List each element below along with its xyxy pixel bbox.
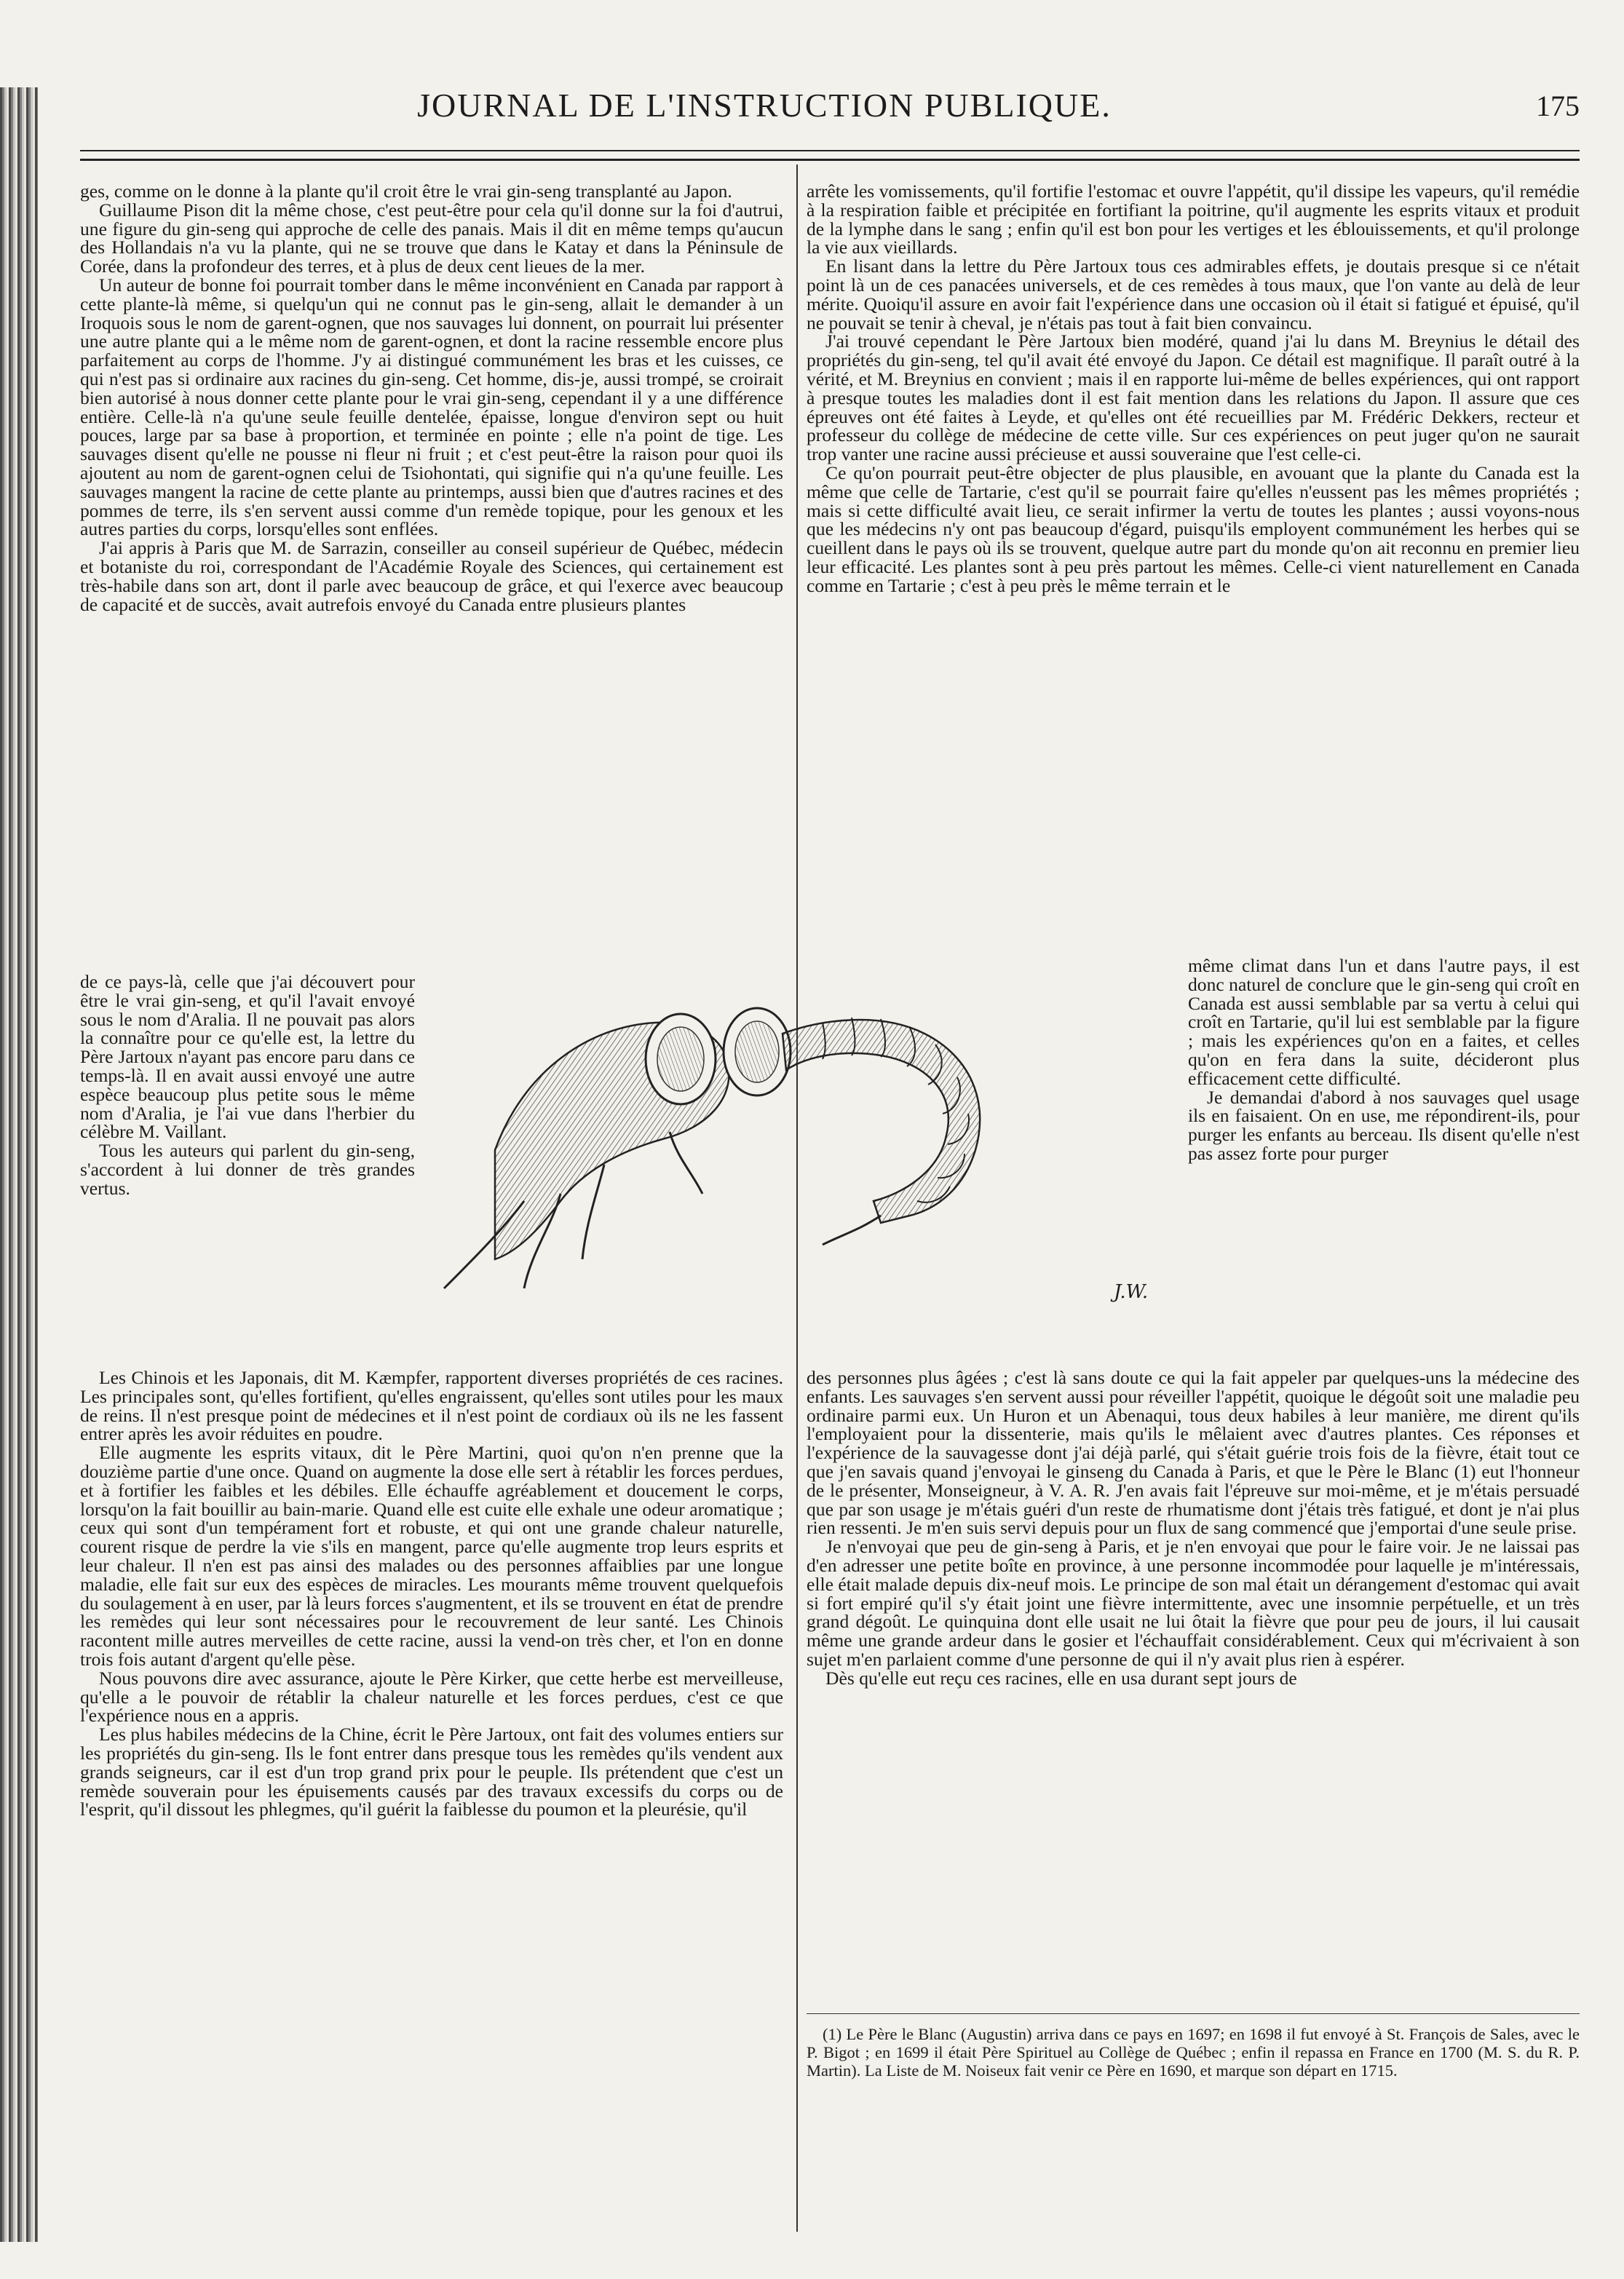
right-column-bottom bbox=[807, 1368, 1580, 1951]
right-column-top bbox=[807, 182, 1580, 954]
page-binding-edge bbox=[0, 87, 38, 2242]
paragraph: des personnes plus âgées ; c'est là sans doute ce qui la fait appeler par quelques-uns la médecine des enfants. Les sauvages s'en servent aussi pour réveiller l'appétit, quoique le dégoût soit une maladie peu ordinaire parmi eux. Un Huron et un Abenaqui, tous deux habiles à leur manière, me dirent qu'ils l'employaient pour la dissenterie, mais qu'ils le mêlaient avec d'autres plantes. Ces réponses et l'expérience de la sauvagesse dont j'ai déjà parlé, qui s'était guérie trois fois de la fièvre, était tout ce que j'en savais quand j'envoyai le ginseng du Canada à Paris, et que le Père le Blanc (1) eut l'honneur de le présenter, Monseigneur, à V. A. R. J'en avais fait l'épreuve sur moi-même, et je m'étais persuadé que par son usage je m'étais guéri d'un reste de rhumatisme dont j'étais très fatigué, et dont je n'ai plus rien ressenti. Je m'en suis servi depuis pour un flux de sang commencé que j'emportai d'une seule prise. bbox=[807, 1368, 1580, 1539]
footnote bbox=[807, 2025, 1580, 2171]
paragraph: ges, comme on le donne à la plante qu'il croit être le vrai gin-seng transplanté au Japon. bbox=[80, 182, 732, 202]
paragraph: même climat dans l'un et dans l'autre pays, il est donc naturel de conclure que le gin-seng qui croît en Canada est aussi semblable par sa vertu à celui qui croît en Tartarie, qu'il lui est semblable par la figure ; mais les expériences qu'on en a faites, et celles qu'on en fera dans la suite, décideront plus efficacement cette difficulté. bbox=[1188, 956, 1580, 1089]
artist-signature: J.W. bbox=[1114, 1281, 1149, 1303]
paragraph: J'ai trouvé cependant le Père Jartoux bien modéré, quand j'ai lu dans M. Breynius le détail des propriétés du gin-seng, tel qu'il avait été envoyé du Japon. Ce détail est magnifique. Il paraît outré à la vérité, et M. Breynius en convient ; mais il en rapporte lui-même de belles expériences, qui ont rapport à presque toutes les maladies dont il est fait mention dans les relations du Japon. Il assure que ces épreuves ont été faites à Leyde, et qu'elles ont été recueillies par M. Frédéric Dekkers, recteur et professeur du collège de médecine de cette ville. Sur ces expériences on peut juger qu'on ne saurait trop vanter une racine aussi précieuse et aussi souveraine que l'est celle-ci. bbox=[807, 330, 1580, 465]
page-header bbox=[80, 86, 1580, 137]
right-column-beside-figure bbox=[1188, 956, 1580, 1389]
paragraph: Dès qu'elle eut reçu ces racines, elle en usa durant sept jours de bbox=[825, 1667, 1297, 1689]
left-column-top bbox=[80, 182, 783, 961]
root-neck-segments bbox=[783, 1020, 980, 1223]
footnote-rule bbox=[807, 2013, 1580, 2014]
journal-title: JOURNAL DE L'INSTRUCTION PUBLIQUE. bbox=[417, 87, 1112, 124]
paragraph: Guillaume Pison dit la même chose, c'est peut-être pour cela qu'il donne sur la foi d'autrui, une figure du gin-seng qui approche de celle des panais. Mais il dit en même temps qu'aucun des Hollandais n'a vu la plante, qui ne se trouve que dans le Katay et dans la Péninsule de Corée, dans la profondeur des terres, et à plus de deux cent lieues de la mer. bbox=[80, 199, 783, 277]
paragraph: de ce pays-là, celle que j'ai découvert pour être le vrai gin-seng, et qu'il l'avait envoyé sous le nom d'Aralia. Il ne pouvait pas alors la connaître pour ce qu'elle est, la lettre du Père Jartoux n'ayant pas encore paru dans ce temps-là. Il en avait aussi envoyé une autre espèce beaucoup plus petite sous le même nom d'Aralia, je l'ai vue dans l'herbier du célèbre M. Vaillant. bbox=[80, 972, 415, 1143]
header-rule-thin bbox=[80, 150, 1580, 151]
header-rule-thick bbox=[80, 159, 1580, 161]
paragraph: En lisant dans la lettre du Père Jartoux tous ces admirables effets, je doutais presque si ce n'était point là un de ces panacées universels, et de ces remèdes à tous maux, que l'on vante au delà de leur mérite. Quoiqu'il assure en avoir fait l'expérience dans une occasion où il était si fatigué et épuisé, qu'il ne pouvait se tenir à cheval, je n'étais pas tout à fait bien convaincu. bbox=[807, 255, 1580, 333]
left-column-beside-figure bbox=[80, 972, 415, 1387]
paragraph: Un auteur de bonne foi pourrait tomber dans le même inconvénient en Canada par rapport à cette plante-là même, si quelqu'un qui ne connut pas le gin-seng, allait le demander à un Iroquois sous le nom de garent-ognen, que nos sauvages lui donnent, on pourrait lui présenter une autre plante qui a le même nom de garent-ognen, et dont la racine ressemble encore plus parfaitement au corps de l'homme. J'y ai distingué communément les bras et les cuisses, ce qui n'est pas si ordinaire aux racines du gin-seng. Cet homme, dis-je, aussi trompé, se croirait bien autorisé à nous donner cette plante pour le vrai gin-seng, cependant il y a une différence entière. Celle-là n'a qu'une seule feuille dentelée, épaisse, longue d'environ sept ou huit pouces, large par sa base à proportion, et terminée en pointe ; elle n'a point de tige. Les sauvages disent qu'elle ne pousse ni fleur ni fruit ; et c'est peut-être la raison pour quoi ils ajoutent au nom de garent-ognen celui de Tsiohontati, qui signifie qui n'a qu'une feuille. Les sauvages mangent la racine de cette plante au printemps, aussi bien que d'autres racines et des pommes de terre, ils s'en servent aussi comme d'un remède topique, pour les genoux et les autres parties du corps, lorsqu'elles sont enflées. bbox=[80, 274, 783, 540]
footnote-text: (1) Le Père le Blanc (Augustin) arriva dans ce pays en 1697; en 1698 il fut envoyé à St. François de Sales, avec le P. Bigot ; en 1699 il était Père Spirituel au Collège de Québec ; enfin il repassa en France en 1700 (M. S. du R. P. Martin). La Liste de M. Noiseux fait venir ce Père en 1690, et marque son départ en 1715. bbox=[807, 2025, 1580, 2080]
left-column-bottom bbox=[80, 1368, 783, 2156]
paragraph: Je n'envoyai que peu de gin-seng à Paris, et je n'en envoyai que pour le faire voir. Je ne laissai pas d'en adresser une petite boîte en province, à une personne incommodée pour laquelle je m'intéressais, elle était malade depuis dix-neuf mois. Le principe de son mal était un dérangement d'estomac qui avait si fort empiré qu'il s'y était joint une fièvre intermittente, avec une insomnie perpétuelle, et un très grand dégoût. Le quinquina dont elle usait ne lui ôtait la fièvre que pour peu de jours, il lui causait même une grande ardeur dans le gosier et l'échauffait considérablement. Ceux qui m'écrivaient à son sujet m'en parlaient comme d'une personne de qui il n'y avait plus rien à espérer. bbox=[807, 1536, 1580, 1670]
paragraph: arrête les vomissements, qu'il fortifie l'estomac et ouvre l'appétit, qu'il dissipe les vapeurs, qu'il remédie à la respiration faible et précipitée en fortifiant la poitrine, qu'il augmente les esprits vitaux et produit de la lymphe dans le sang ; enfin qu'il est bon pour les vertiges et les éblouissements, et qu'il prolonge la vie aux vieillards. bbox=[807, 182, 1580, 258]
paragraph: Je demandai d'abord à nos sauvages quel usage ils en faisaient. On en use, me répondirent-ils, pour purger les enfants au berceau. Ils disent qu'elle n'est pas assez forte pour purger bbox=[1188, 1086, 1580, 1164]
paragraph: J'ai appris à Paris que M. de Sarrazin, conseiller au conseil supérieur de Québec, médecin et botaniste du roi, correspondant de l'Académie Royale des Sciences, qui certainement est très-habile dans son art, dont il parle avec beaucoup de grâce, et qui l'exerce avec beaucoup de capacité et de succès, avait autrefois envoyé du Canada entre plusieurs plantes bbox=[80, 537, 783, 615]
paragraph: Les Chinois et les Japonais, dit M. Kæmpfer, rapportent diverses propriétés de ces racines. Les principales sont, qu'elles fortifient, qu'elles engraissent, qu'elles sont utiles pour les maux de reins. Il n'est presque point de médecines et il n'est point de cordiaux où ils ne les fassent entrer après les avoir réduites en poudre. bbox=[80, 1368, 783, 1445]
paragraph: Les plus habiles médecins de la Chine, écrit le Père Jartoux, ont fait des volumes entiers sur les propriétés du gin-seng. Ils le font entrer dans presque tous les remèdes qu'ils vendent aux grands seigneurs, car il est d'un trop grand prix pour le peuple. Ils prétendent que c'est un remède souverain pour les épuisements causés par des travaux excessifs du corps ou de l'esprit, qu'il dissout les phlegmes, qu'il guérit la faiblesse du poumon et la pleurésie, qu'il bbox=[80, 1724, 783, 1820]
page-number: 175 bbox=[1536, 90, 1580, 122]
paragraph: Nous pouvons dire avec assurance, ajoute le Père Kirker, que cette herbe est merveilleuse, qu'elle a le pouvoir de rétablir la chaleur naturelle et les forces perdues, c'est ce que l'expérience nous en a appris. bbox=[80, 1667, 783, 1727]
paragraph: Ce qu'on pourrait peut-être objecter de plus plausible, en avouant que la plante du Canada est la même que celle de Tartarie, c'est qu'il se pourrait faire qu'elles n'eussent pas les mêmes propriétés ; mais si cette difficulté avait lieu, ce serait infirmer la vertu de toutes les plantes ; aussi voyons-nous que les médecins n'y ont pas beaucoup d'égard, puisqu'ils employent communément les herbes qui se cueillent dans le pays où ils se trouvent, quelque autre part du monde qu'on ait reconnu en premier lieu leur efficacité. Les plantes sont à peu près partout les mêmes. Celle-ci vient naturellement en Canada comme en Tartarie ; c'est à peu près le même terrain et le bbox=[807, 461, 1580, 596]
paragraph: Elle augmente les esprits vitaux, dit le Père Martini, quoi qu'on n'en prenne que la douzième partie d'une once. Quand on augmente la dose elle sert à rétablir les forces perdues, et à fortifier les faibles et les débiles. Elle échauffe agréablement et doucement le corps, lorsqu'on la fait bouillir au bain-marie. Quand elle est cuite elle exhale une odeur aromatique ; ceux qui sont d'un tempérament fort et robuste, et qui ont une grande chaleur naturelle, courent risque de perdre la vie s'ils en mangent, parce qu'elle augmente trop leurs esprits et leur chaleur. Il n'en est pas ainsi des malades ou des personnes affaiblies par une longue maladie, elle fait sur eux des espèces de miracles. Les mourants même trouvent quelquefois du soulagement à en user, par là leurs forces s'augmentent, et ils se trouvent en état de prendre les remèdes qui leur sont nécessaires pour le recouvrement de leur santé. Les Chinois racontent mille autres merveilles de cette racine, aussi la vend-on très cher, et l'on en donne trois fois autant d'argent qu'elle pèse. bbox=[80, 1442, 783, 1670]
ginseng-root-drawing bbox=[415, 983, 1188, 1310]
ginseng-root-illustration bbox=[415, 983, 1188, 1310]
paragraph: Tous les auteurs qui parlent du gin-seng, s'accordent à lui donner de très grandes vertus. bbox=[80, 1140, 415, 1199]
